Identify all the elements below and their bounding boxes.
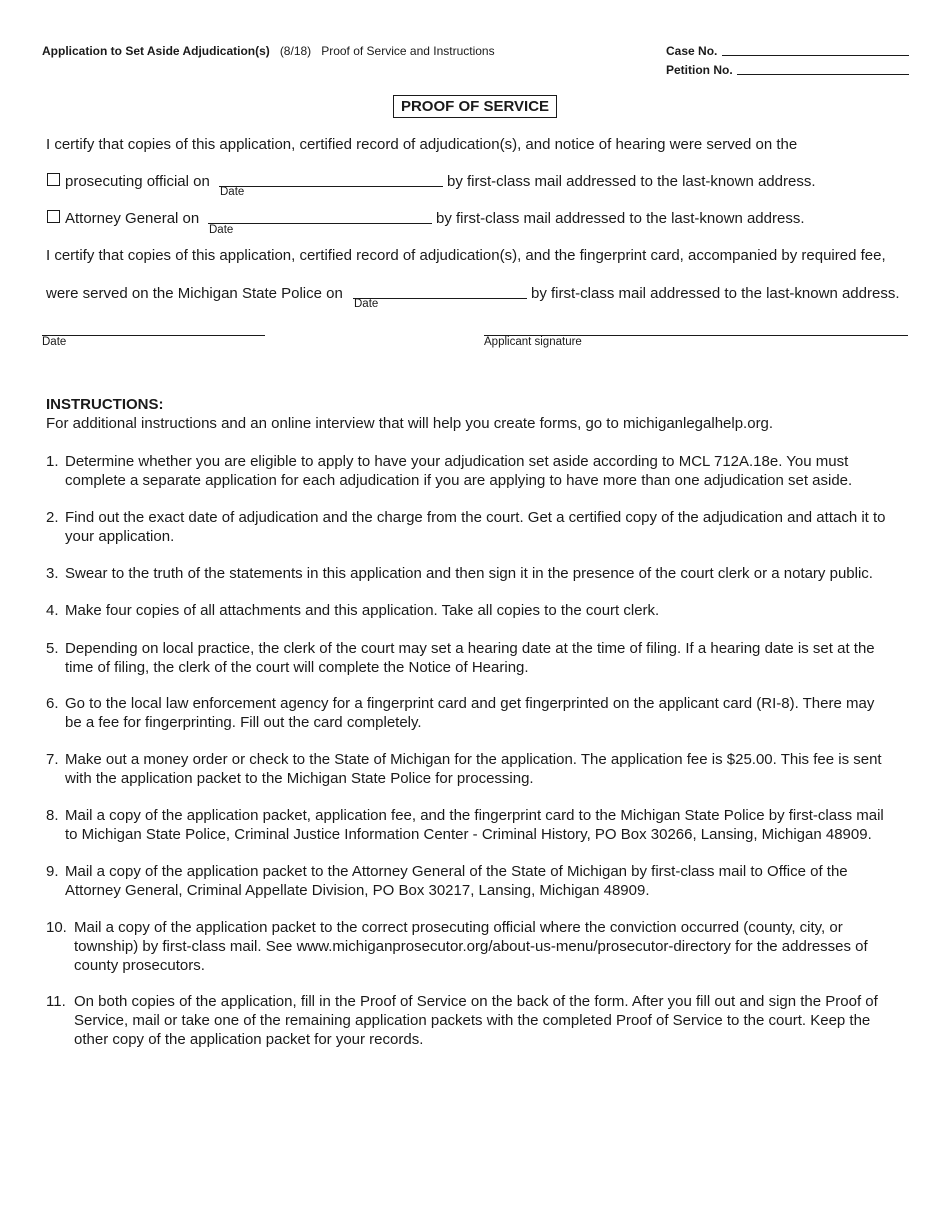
instruction-number: 9. bbox=[46, 863, 59, 880]
form-header bbox=[42, 44, 495, 58]
instruction-text-line: Determine whether you are eligible to apply to have your adjudication set aside according to MCL 712A.18e. You must bbox=[65, 453, 849, 470]
instruction-text-line: Mail a copy of the application packet to the Attorney General of the State of Michigan by first-class mail to Office of the bbox=[65, 863, 848, 880]
proof-of-service-title: PROOF OF SERVICE bbox=[393, 95, 557, 118]
instruction-text-line: county prosecutors. bbox=[74, 957, 205, 974]
instruction-number: 6. bbox=[46, 695, 59, 712]
line2-date-field[interactable] bbox=[208, 223, 432, 224]
prosecuting-official-checkbox[interactable] bbox=[47, 173, 60, 186]
instruction-text-line: Mail a copy of the application packet to the correct prosecuting official where the conviction occurred (county, city, or bbox=[74, 919, 843, 936]
instruction-text-line: Attorney General, Criminal Appellate Division, PO Box 30217, Lansing, Michigan 48909. bbox=[65, 882, 650, 899]
instruction-number: 5. bbox=[46, 640, 59, 657]
instruction-number: 7. bbox=[46, 751, 59, 768]
instruction-text-line: be a fee for fingerprinting. Fill out the card completely. bbox=[65, 714, 422, 731]
instruction-text-line: Make out a money order or check to the State of Michigan for the application. The application fee is $25.00. This fee is sent bbox=[65, 751, 882, 768]
instruction-number: 1. bbox=[46, 453, 59, 470]
instruction-number: 10. bbox=[46, 919, 67, 936]
instructions-heading: INSTRUCTIONS: bbox=[46, 396, 164, 413]
line2-label: Attorney General on bbox=[65, 210, 200, 227]
instruction-text-line: Make four copies of all attachments and this application. Take all copies to the court clerk. bbox=[65, 602, 660, 619]
line1-date-caption: Date bbox=[220, 186, 245, 198]
msp-line-b: were served on the Michigan State Police on bbox=[46, 285, 343, 302]
instruction-text-line: Service, mail or take one of the remaining application packets with the completed Proof of Service to the court. Keep the bbox=[74, 1012, 871, 1029]
instruction-number: 2. bbox=[46, 509, 59, 526]
signature-date-label: Date bbox=[42, 336, 67, 348]
line1-label: prosecuting official on bbox=[65, 173, 210, 190]
case-no-field[interactable] bbox=[722, 55, 909, 56]
form-title: Application to Set Aside Adjudication(s) bbox=[42, 44, 270, 58]
msp-line-a: I certify that copies of this application, certified record of adjudication(s), and the fingerprint card, accompanied by required fee, bbox=[46, 247, 886, 264]
instruction-number: 11. bbox=[46, 993, 66, 1010]
instruction-text-line: Find out the exact date of adjudication and the charge from the court. Get a certified copy of the adjudication and attach it to bbox=[65, 509, 886, 526]
instruction-text-line: to Michigan State Police, Criminal Justice Information Center - Criminal History, PO Box 30266, Lansing, Michigan 48909. bbox=[65, 826, 872, 843]
signature-date-field[interactable] bbox=[42, 335, 265, 336]
petition-no-label: Petition No. bbox=[666, 63, 733, 77]
line1-date-field[interactable] bbox=[219, 186, 443, 187]
instruction-text-line: township) by first-class mail. See www.michiganprosecutor.org/about-us-menu/prosecutor-directory for the addresses of bbox=[74, 938, 868, 955]
instruction-number: 8. bbox=[46, 807, 59, 824]
msp-date-field[interactable] bbox=[353, 298, 527, 299]
msp-date-caption: Date bbox=[354, 298, 379, 310]
instruction-text-line: Mail a copy of the application packet, application fee, and the fingerprint card to the Michigan State Police by first-class mail bbox=[65, 807, 884, 824]
form-subtitle: Proof of Service and Instructions bbox=[321, 44, 495, 58]
instruction-text-line: On both copies of the application, fill in the Proof of Service on the back of the form. After you fill out and sign the Proof of bbox=[74, 993, 878, 1010]
instruction-text-line: other copy of the application packet for your records. bbox=[74, 1031, 424, 1048]
instructions-intro: For additional instructions and an online interview that will help you create forms, go to michiganlegalhelp.org. bbox=[46, 415, 774, 432]
petition-no-field[interactable] bbox=[737, 74, 909, 75]
instruction-text-line: Go to the local law enforcement agency for a fingerprint card and get fingerprinted on the applicant card (RI-8). There may bbox=[65, 695, 875, 712]
instruction-text-line: time of filing, the clerk of the court will complete the Notice of Hearing. bbox=[65, 659, 529, 676]
instruction-text-line: with the application packet to the Michigan State Police for processing. bbox=[65, 770, 534, 787]
instruction-text-line: Swear to the truth of the statements in this application and then sign it in the presence of the court clerk or a notary public. bbox=[65, 565, 873, 582]
line1-suffix: by first-class mail addressed to the last-known address. bbox=[447, 173, 816, 190]
proof-intro: I certify that copies of this application, certified record of adjudication(s), and notice of hearing were served on the bbox=[46, 136, 798, 153]
attorney-general-checkbox[interactable] bbox=[47, 210, 60, 223]
applicant-signature-label: Applicant signature bbox=[484, 336, 582, 348]
instruction-text-line: your application. bbox=[65, 528, 175, 545]
line2-suffix: by first-class mail addressed to the last-known address. bbox=[436, 210, 805, 227]
instruction-number: 4. bbox=[46, 602, 59, 619]
form-version: (8/18) bbox=[279, 44, 312, 58]
instruction-text-line: complete a separate application for each adjudication if you are applying to have more than one adjudication set aside. bbox=[65, 472, 853, 489]
instruction-number: 3. bbox=[46, 565, 59, 582]
line2-date-caption: Date bbox=[209, 224, 234, 236]
instruction-text-line: Depending on local practice, the clerk of the court may set a hearing date at the time of filing. If a hearing date is set at the bbox=[65, 640, 875, 657]
msp-suffix: by first-class mail addressed to the last-known address. bbox=[531, 285, 900, 302]
case-no-label: Case No. bbox=[666, 44, 718, 58]
